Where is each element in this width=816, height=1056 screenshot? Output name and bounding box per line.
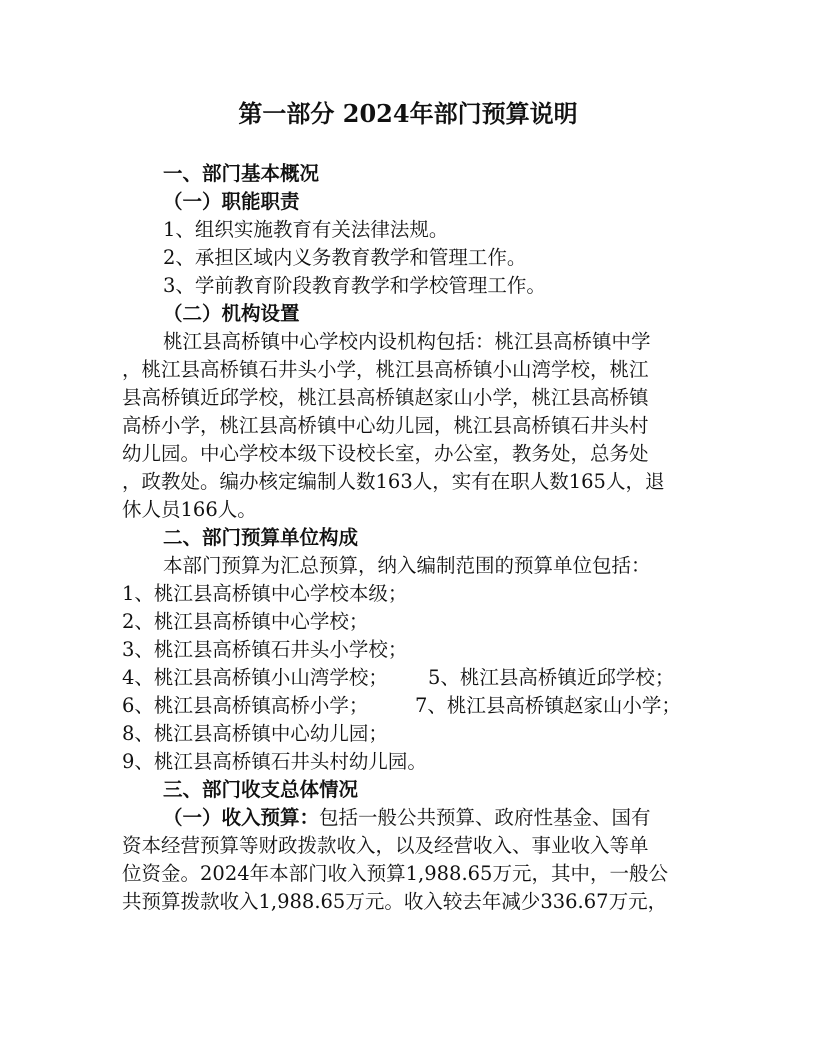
org-paragraph-line: ，政教处。编办核定编制人数163人，实有在职人数165人，退 [122,470,665,493]
income-label: （一）收入预算： [163,806,320,829]
section-heading-overview: 一、部门基本概况 [163,162,320,185]
unit-item: 9、桃江县高桥镇石井头村幼儿园。 [122,750,427,773]
unit-item: 4、桃江县高桥镇小山湾学校； [122,666,388,689]
unit-item: 1、桃江县高桥镇中心学校本级； [122,582,408,605]
unit-item: 8、桃江县高桥镇中心幼儿园； [122,722,388,745]
org-paragraph-line: 休人员166人。 [122,498,257,521]
org-paragraph-line: 桃江县高桥镇中心学校内设机构包括：桃江县高桥镇中学 [163,330,651,353]
unit-item: 5、桃江县高桥镇近邱学校； [428,666,675,689]
org-paragraph-line: ，桃江县高桥镇石井头小学，桃江县高桥镇小山湾学校，桃江 [122,358,649,381]
page-title: 第一部分 2024年部门预算说明 [238,99,578,128]
section-heading-finance: 三、部门收支总体情况 [163,778,359,801]
org-paragraph-line: 幼儿园。中心学校本级下设校长室，办公室，教务处，总务处 [122,442,649,465]
subheading-organization: （二）机构设置 [163,302,300,325]
income-paragraph-line: 资本经营预算等财政拨款收入，以及经营收入、事业收入等单 [122,834,649,857]
income-paragraph-line: 共预算拨款收入1,988.65万元。收入较去年减少336.67万元， [122,890,668,913]
duty-item: 3、学前教育阶段教育教学和学校管理工作。 [163,274,546,297]
income-paragraph-line [163,804,651,832]
units-intro: 本部门预算为汇总预算，纳入编制范围的预算单位包括： [163,554,651,577]
org-paragraph-line: 高桥小学，桃江县高桥镇中心幼儿园，桃江县高桥镇石井头村 [122,414,649,437]
duty-item: 2、承担区域内义务教育教学和管理工作。 [163,246,527,269]
income-paragraph-line: 位资金。2024年本部门收入预算1,988.65万元，其中，一般公 [122,862,668,885]
unit-item: 7、桃江县高桥镇赵家山小学； [415,694,681,717]
income-text: 包括一般公共预算、政府性基金、国有 [319,806,651,829]
unit-item: 6、桃江县高桥镇高桥小学； [122,694,369,717]
duty-item: 1、组织实施教育有关法律法规。 [163,218,449,241]
subheading-duties: （一）职能职责 [163,190,300,213]
section-heading-units: 二、部门预算单位构成 [163,526,359,549]
unit-item: 2、桃江县高桥镇中心学校； [122,610,369,633]
unit-item: 3、桃江县高桥镇石井头小学校； [122,638,408,661]
org-paragraph-line: 县高桥镇近邱学校，桃江县高桥镇赵家山小学，桃江县高桥镇 [122,386,649,409]
